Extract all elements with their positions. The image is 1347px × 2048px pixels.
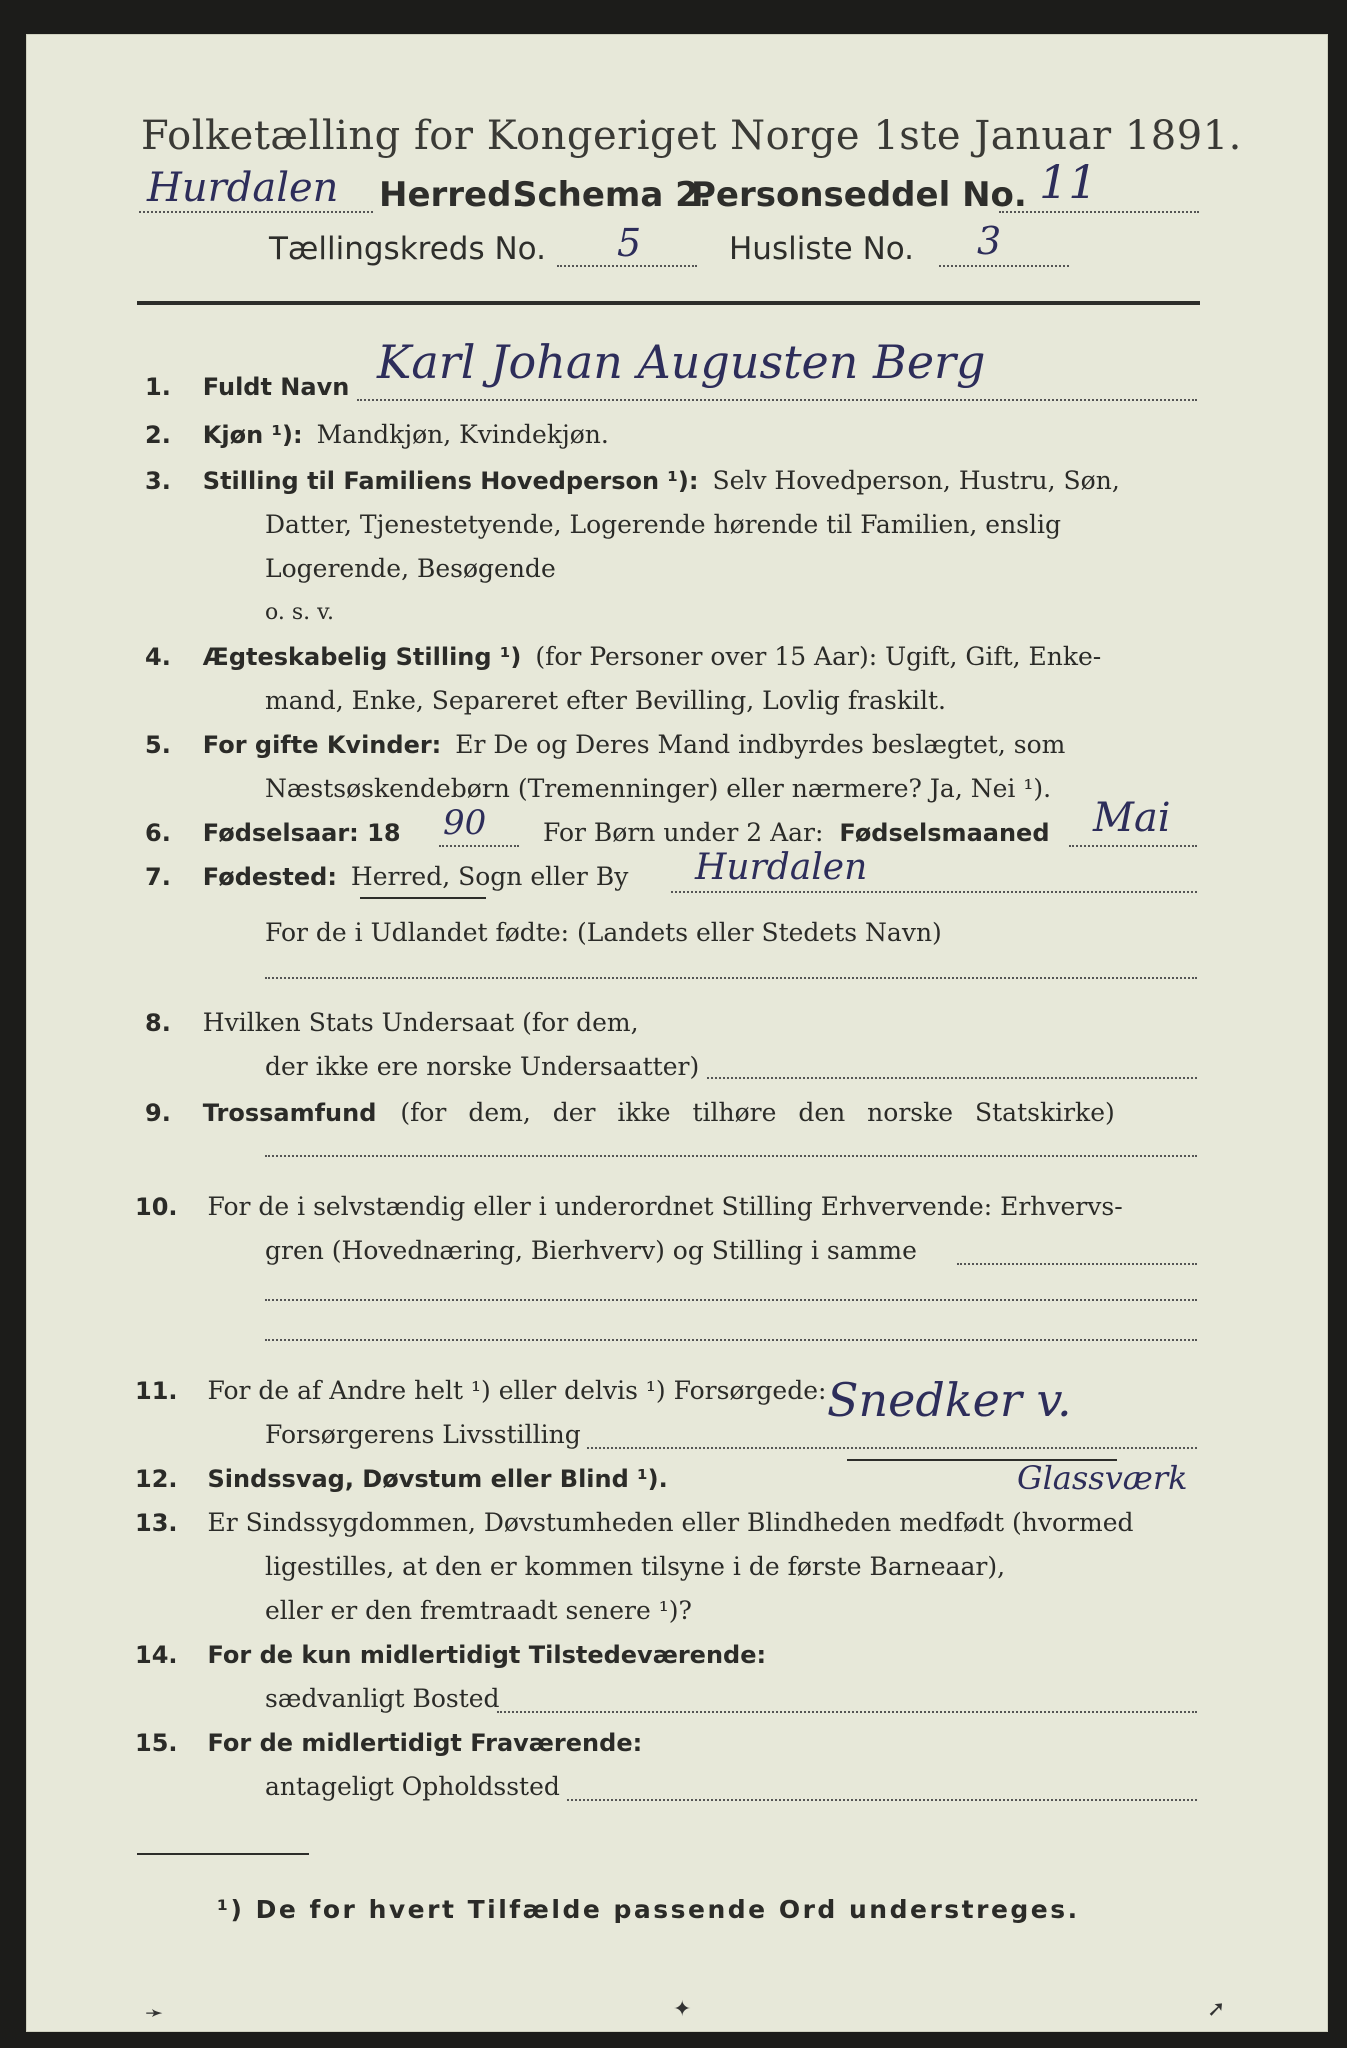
q10-dotline [957,1263,1197,1265]
herred-dotline [139,211,373,213]
q12-line1: Sindssvag, Døvstum eller Blind ¹). [207,1465,668,1493]
q1-value: Karl Johan Augusten Berg [377,335,986,389]
q3-row [145,459,1120,503]
q6-year-dotline [439,845,519,847]
q10-number: 10. [135,1193,178,1221]
q15-line2: antageligt Opholdssted [265,1772,560,1801]
kreds-value: 5 [617,221,642,265]
q6-label: Fødselsaar: 18 [202,819,401,847]
herred-label: Herred. [379,175,525,215]
q5-label: For gifte Kvinder: [202,731,442,759]
q10-row [135,1185,1123,1229]
q3-line3: Logerende, Besøgende [265,554,556,583]
q8-line1: Hvilken Stats Undersaat (for dem, [202,1008,639,1037]
q11-line2: Forsørgerens Livsstilling [265,1420,581,1449]
q6-month-value: Mai [1093,795,1171,841]
q3-line2: Datter, Tjenestetyende, Logerende hørende til Familien, enslig [265,510,1062,539]
q11-dotline [587,1447,1197,1449]
q2-number: 2. [145,421,171,449]
q13-line2: ligestilles, at den er kommen tilsyne i de første Barneaar), [265,1552,1006,1581]
q7-herred-underline [360,897,486,899]
form-title: Folketælling for Kongeriget Norge 1ste Januar 1891. [141,113,1242,159]
q2-label: Kjøn ¹): [202,421,303,449]
kreds-dotline [557,265,697,267]
q4-label: Ægteskabelig Stilling ¹) [202,643,522,671]
q14-line1: For de kun midlertidigt Tilstedeværende: [207,1641,767,1669]
q13-line1: Er Sindssygdommen, Døvstumheden eller Blindheden medfødt (hvormed [207,1508,1134,1537]
q14-line2: sædvanligt Bosted [265,1684,500,1713]
corner-mark-right: ➚ [1207,1997,1226,2022]
personseddel-label: Personseddel No. [691,175,1027,215]
q4-line1: (for Personer over 15 Aar): Ugift, Gift, Enke- [535,642,1102,671]
husliste-value: 3 [977,219,1002,263]
personseddel-value: 11 [1039,155,1098,209]
q6-number: 6. [145,819,171,847]
q7-line1: Herred, Sogn eller By [350,862,629,891]
q3-label: Stilling til Familiens Hovedperson ¹): [202,467,699,495]
footnote: ¹) De for hvert Tilfælde passende Ord understreges. [217,1895,1080,1924]
q8-row [145,1001,639,1045]
q5-line1: Er De og Deres Mand indbyrdes beslægtet, som [455,730,1066,759]
q7-value: Hurdalen [695,847,868,888]
q6-year-value: 90 [443,803,487,843]
q14-dotline [497,1711,1197,1713]
q8-number: 8. [145,1009,171,1037]
q14-row [135,1633,766,1677]
q3-line1: Selv Hovedperson, Hustru, Søn, [712,466,1120,495]
q7-dotline [671,891,1197,893]
kreds-label: Tællingskreds No. [269,231,546,267]
q9-number: 9. [145,1099,171,1127]
q15-row [135,1721,642,1765]
husliste-dotline [939,265,1069,267]
q14-number: 14. [135,1641,178,1669]
q1-number: 1. [145,373,171,401]
q7-line2: For de i Udlandet fødte: (Landets eller Stedets Navn) [265,918,942,947]
q2-options: Mandkjøn, Kvindekjøn. [316,420,609,449]
q10-line1: For de i selvstændig eller i underordnet Stilling Erhvervende: Erhvervs- [207,1192,1123,1221]
corner-mark-left: ➛ [145,2001,164,2026]
q5-line2: Næstsøskendebørn (Tremenninger) eller nærmere? Ja, Nei ¹). [265,774,1052,803]
q4-number: 4. [145,643,171,671]
q5-row [145,723,1065,767]
q9-label: Trossamfund [202,1099,377,1127]
q11-value2: Glassværk [1017,1459,1188,1497]
herred-value: Hurdalen [147,165,339,211]
husliste-label: Husliste No. [729,231,915,267]
q1-label: Fuldt Navn [202,373,350,401]
q13-row [135,1501,1134,1545]
q11-number: 11. [135,1377,178,1405]
q8-line2: der ikke ere norske Undersaatter) [265,1052,700,1081]
q13-number: 13. [135,1509,178,1537]
q7-number: 7. [145,863,171,891]
q15-dotline [567,1799,1197,1801]
header-rule [137,301,1200,305]
q1-dotline [357,399,1197,401]
q10-dotline2 [265,1299,1197,1301]
q8-dotline [707,1077,1197,1079]
q11-row [135,1369,826,1413]
q9-line1: (for dem, der ikke tilhøre den norske Statskirke) [400,1098,1115,1127]
q5-number: 5. [145,731,171,759]
q2-row [145,413,609,457]
q6-month-dotline [1069,845,1197,847]
q6-mid-text: For Børn under 2 Aar: [543,818,824,847]
q15-line1: For de midlertidigt Fraværende: [207,1729,643,1757]
q6-label2: Fødselsmaaned [839,819,1050,847]
footnote-rule [137,1853,309,1855]
q3-number: 3. [145,467,171,495]
q15-number: 15. [135,1729,178,1757]
personseddel-dotline [999,211,1199,213]
q9-dotline [265,1155,1197,1157]
q11-line1: For de af Andre helt ¹) eller delvis ¹) Forsørgede: [207,1376,827,1405]
q6-row [145,811,401,855]
schema-label: Schema 2. [513,175,712,215]
q13-line3: eller er den fremtraadt senere ¹)? [265,1596,692,1625]
corner-mark-center: ✦ [673,1997,692,2022]
q9-row [145,1091,1115,1135]
q10-line2: gren (Hovednæring, Bierhverv) og Stilling i samme [265,1236,917,1265]
q12-number: 12. [135,1465,178,1493]
q3-line4: o. s. v. [265,600,334,625]
census-form [26,34,1328,2032]
q11-value: Snedker v. [827,1373,1072,1427]
q4-row [145,635,1101,679]
q1-row [145,365,349,409]
q7-row [145,855,628,899]
q4-line2: mand, Enke, Separeret efter Bevilling, Lovlig fraskilt. [265,686,946,715]
q10-dotline3 [265,1339,1197,1341]
q12-row [135,1457,668,1501]
q7-dotline2 [265,977,1197,979]
q7-label: Fødested: [202,863,337,891]
